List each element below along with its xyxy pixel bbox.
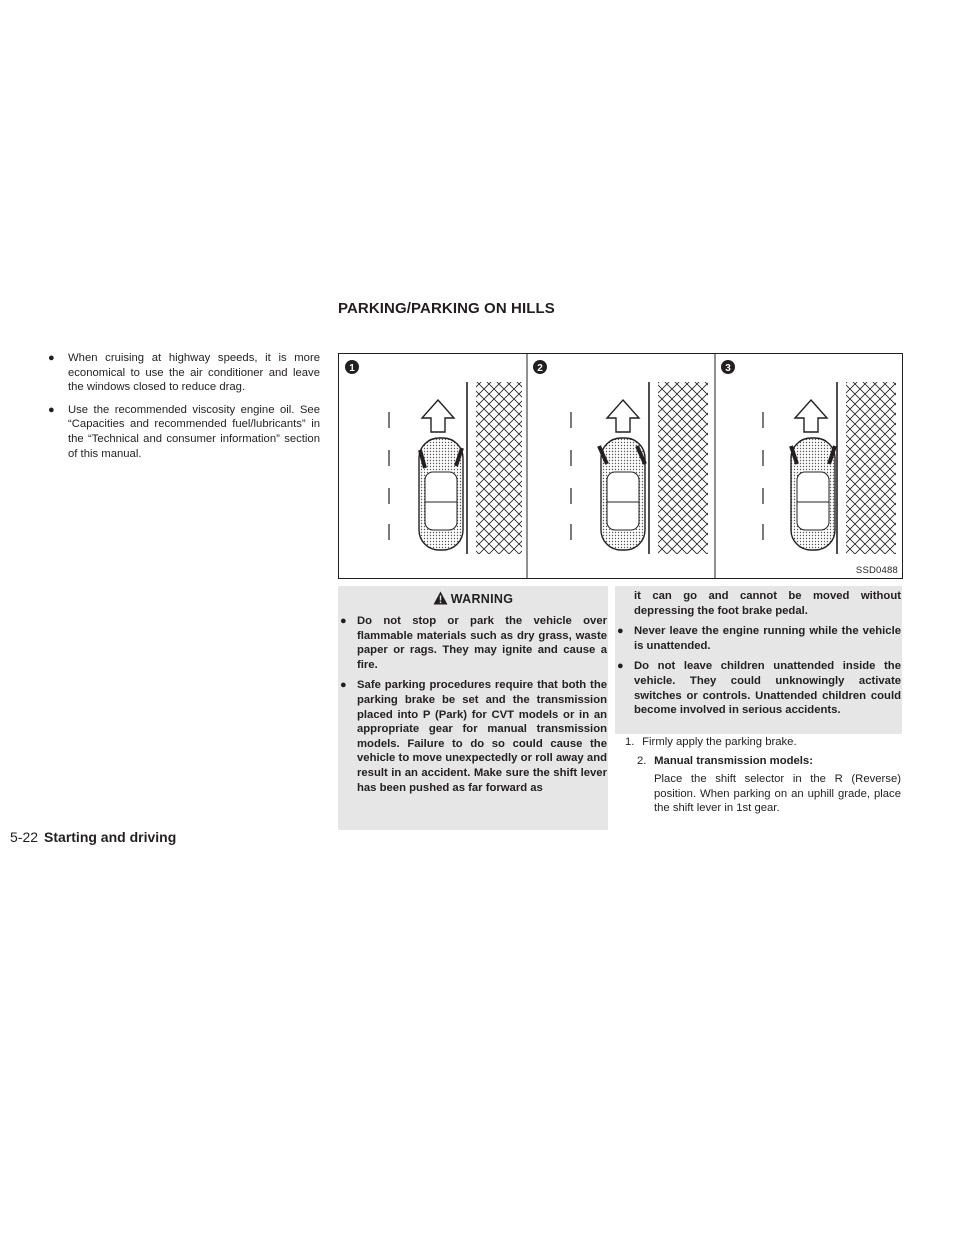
- figure-id: SSD0488: [855, 565, 898, 576]
- step-text: Firmly apply the parking brake.: [642, 736, 797, 748]
- bullet-text: When cruising at highway speeds, it is more economical to use the air conditioner and leave the windows closed to reduce drag.: [68, 352, 320, 394]
- page-number: 5-22: [10, 829, 39, 845]
- panel-3: [721, 360, 896, 554]
- bullet-icon: ●: [340, 679, 347, 692]
- panel-2: [533, 360, 708, 554]
- panel-1: [345, 360, 522, 554]
- warning-continuation: it can go and cannot be moved without depressing the foot brake pedal.: [634, 590, 901, 617]
- step-2: [617, 754, 901, 769]
- warning-icon: [433, 591, 448, 605]
- warning-item: Do not stop or park the vehicle over flammable materials such as dry grass, waste paper or rags. They may ignite and cause a fire.: [357, 615, 607, 671]
- car-icon: [419, 438, 463, 550]
- page-footer: [10, 829, 176, 845]
- warning-title-text: WARNING: [450, 592, 514, 606]
- arrow-up-icon: [422, 400, 454, 432]
- list-item: [617, 624, 901, 653]
- chapter-title: Starting and driving: [44, 829, 177, 845]
- bullet-icon: ●: [617, 625, 624, 638]
- warning-list: [340, 614, 607, 801]
- bullet-text: Use the recommended viscosity engine oil. See “Capacities and recommended fuel/lubricants” in the “Technical and consumer information” section of this manual.: [68, 403, 320, 460]
- step-number: 2.: [637, 754, 647, 767]
- panel-label: 3: [725, 363, 731, 374]
- bullet-icon: ●: [48, 352, 55, 364]
- bullet-icon: ●: [340, 615, 347, 627]
- step-number: 1.: [625, 736, 635, 748]
- warning-item: Do not leave children unattended inside the vehicle. They could unknowingly activate switches or controls. Unattended children could become involved in serious accidents.: [634, 660, 901, 717]
- procedure-steps: [617, 735, 901, 816]
- list-item: [340, 614, 607, 672]
- car-icon: [791, 438, 835, 550]
- parking-figure: [338, 353, 903, 579]
- warning-list-continued: [617, 589, 901, 724]
- bullet-icon: ●: [48, 403, 55, 416]
- step-text: Manual transmission models:: [654, 754, 813, 767]
- list-item: [48, 403, 320, 461]
- left-column: [48, 351, 320, 469]
- list-item: [617, 659, 901, 717]
- bullet-icon: ●: [617, 660, 624, 673]
- panel-label: 2: [537, 363, 543, 374]
- list-item: [340, 678, 607, 795]
- section-heading: PARKING/PARKING ON HILLS: [338, 300, 555, 317]
- panel-label: 1: [349, 363, 355, 374]
- warning-item: Never leave the engine running while the vehicle is unattended.: [634, 625, 901, 652]
- parking-illustration: [339, 354, 902, 578]
- arrow-up-icon: [795, 400, 827, 432]
- warning-item: Safe parking procedures require that both the parking brake be set and the transmission placed into P (Park) for CVT models or in an appropriate gear for manual transmission models. Failure to do so could cause the vehicle to move unexpectedly or roll away and result in an accident. Make sure the shift lever has been pushed as far forward as: [357, 679, 607, 794]
- warning-title: [338, 591, 608, 606]
- car-icon: [599, 438, 645, 550]
- arrow-up-icon: [607, 400, 639, 432]
- step-2-detail: Place the shift selector in the R (Reverse) position. When parking on an uphill grade, place the shift lever in 1st gear.: [654, 773, 901, 815]
- step-1: [617, 735, 901, 750]
- list-item: [48, 351, 320, 395]
